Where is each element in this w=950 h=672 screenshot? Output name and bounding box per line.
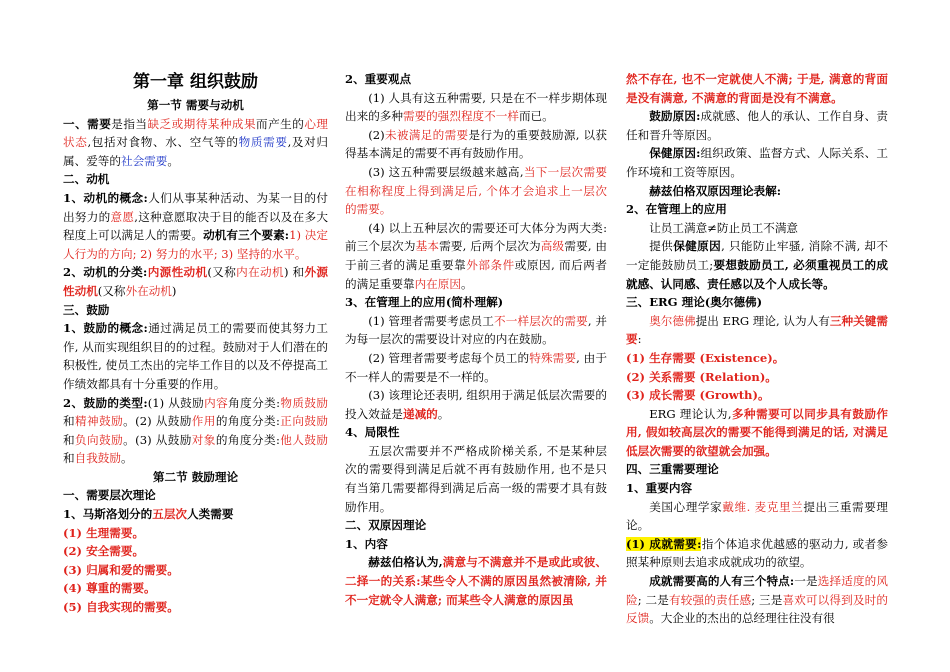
section-2-title: 第二节 鼓励理论 (152, 469, 239, 484)
apply-2: (2) 管理者需要考虑每个员工的特殊需要, 由于不一样人的需要是不一样的。 (345, 350, 607, 384)
section-1-title: 第一节 需要与动机 (147, 98, 244, 112)
need-item: (5) 自我实现的需要。 (63, 600, 179, 615)
satisfaction-inequality: 让员工满意≠防止员工不满意 (649, 220, 799, 235)
views-heading: 2、重要观点 (345, 72, 412, 86)
need-item: (2) 安全需要。 (63, 544, 145, 559)
motivation-types: 2、动机的分类:内源性动机(又称内在动机) 和外源性动机(又称外在动机) (63, 265, 328, 298)
erg-item: (2) 关系需要 (Relation)。 (626, 369, 777, 384)
view-2: (2)未被满足的需要是行为的重要鼓励源, 以获得基本满足的需要不再有鼓励作用。 (345, 127, 607, 161)
need-definition: 一、需要是指当缺乏或期待某种成果而产生的心理状态,包括对食物、水、空气等的物质需要,及对归属、爱等的社会需要。 (63, 116, 329, 168)
hygiene-factors: 保健原因:组织政策、监督方式、人际关系、工作环境和工资等原因。 (626, 146, 888, 179)
motivation-concept: 1、动机的概念:人们从事某种活动、为某一目的付出努力的意愿,这种意愿取决于目的能否以及在多大程度上可以满足人的需要。动机有三个要素:1) 决定人行为的方向; 2) 努力的水平; 3) 坚持的水平。 (63, 190, 328, 261)
need-item: (4) 尊重的需要。 (63, 581, 156, 596)
incentive-types: 2、鼓励的类型:(1) 从鼓励内容角度分类:物质鼓励和精神鼓励。(2) 从鼓励作用的角度分类:正向鼓励和负向鼓励。(3) 从鼓励对象的角度分类:他人鼓励和自我鼓励。 (63, 395, 328, 466)
limit-heading: 4、局限性 (345, 425, 400, 440)
content-heading: 1、内容 (345, 536, 388, 551)
erg-item: (3) 成长需要 (Growth)。 (626, 388, 770, 403)
column-2 (345, 70, 607, 609)
herzberg-text: 赫兹伯格认为,满意与不满意并不是或此或彼、二择一的关系:某些令人不满的原因虽然被清除, 并不一定就令人满意; 而某些令人满意的原因虽 (345, 555, 607, 607)
chapter-title: 第一章 组织鼓励 (133, 72, 258, 92)
need-item: (1) 生理需要。 (63, 525, 145, 540)
achievement-features: 成就需要高的人有三个特点:一是选择适度的风险; 二是有较强的责任感; 三是喜欢可以得到及时的反馈。大企业的杰出的总经理往往没有很 (626, 574, 888, 626)
motivation-heading: 二、动机 (63, 172, 110, 187)
apply2-text: 提供保健原因, 只能防止牢骚, 消除不满, 却不一定能鼓励员工;要想鼓励员工, 必须重视员工的成就感、认同感、责任感以及个人成长等。 (626, 239, 888, 291)
herzberg-continued: 然不存在, 也不一定就使人不满; 于是, 满意的背面是没有满意, 不满意的背面是没有不满意。 (626, 72, 888, 105)
view-4: (4) 以上五种层次的需要还可大体分为两大类: 前三个层次为基本需要, 后两个层次为高级需要, 由于前三者的满足重要靠外部条件或原因, 而后两者的满足重要靠内在原因。 (345, 220, 607, 291)
two-factor-heading: 二、双原因理论 (345, 518, 427, 533)
main-content-heading: 1、重要内容 (626, 481, 693, 496)
apply-heading: 3、在管理上的应用(简朴理解) (345, 295, 504, 310)
incentive-heading: 三、鼓励 (63, 302, 110, 317)
apply-3: (3) 该理论还表明, 组织用于满足低层次需要的投入效益是递减的。 (345, 388, 607, 421)
apply2-heading: 2、在管理上的应用 (626, 202, 727, 217)
view-3: (3) 这五种需要层级越来越高,当下一层次需要在相称程度上得到满足后, 个体才会追求上一层次的需要。 (345, 164, 607, 217)
mcclelland-text: 美国心理学家戴维. 麦克里兰提出三重需要理论。 (626, 499, 888, 533)
need-item: (3) 归属和爱的需要。 (63, 562, 179, 577)
table-title: 赫兹伯格双原因理论表解: (649, 183, 781, 198)
erg-intro: 奥尔德佛提出 ERG 理论, 认为人有三种关键需要: (626, 313, 888, 347)
three-needs-heading: 四、三重需要理论 (626, 462, 719, 477)
achievement-need: (1) 成就需要:指个体追求优越感的驱动力, 或者参照某种原则去追求成就成功的欲望。 (626, 536, 889, 570)
erg-heading: 三、ERG 理论(奥尔德佛) (626, 295, 763, 310)
erg-item: (1) 生存需要 (Existence)。 (626, 350, 785, 365)
maslow-line: 1、马斯洛划分的五层次人类需要 (63, 507, 234, 522)
column-1 (63, 70, 328, 617)
hierarchy-heading: 一、需要层次理论 (63, 488, 156, 503)
motivator-factors: 鼓励原因:成就感、他人的承认、工作自身、责任和晋升等原因。 (626, 109, 888, 142)
view-1: (1) 人具有这五种需要, 只是在不一样步期体现出来的多种需要的强烈程度不一样而已。 (345, 90, 607, 124)
erg-text: ERG 理论认为,多种需要可以同步具有鼓励作用, 假如较高层次的需要不能得到满足的话, 对满足低层次需要的欲望就会加强。 (626, 406, 888, 458)
incentive-concept: 1、鼓励的概念:通过满足员工的需要而使其努力工作, 从而实现组织目的的过程。鼓励对于人们潜在的积极性, 使员工杰出的完毕工作目的以及不停提高工作绩效都具有十分重要的作用。 (63, 321, 328, 391)
limit-text: 五层次需要并不严格成阶梯关系, 不是某种层次的需要得到满足后就不再有鼓励作用, 也不是只有当第几需要都得到满足后高一级的需要才具有鼓励作用。 (345, 443, 607, 514)
apply-1: (1) 管理者需要考虑员工不一样层次的需要, 并为每一层次的需要设计对应的内在鼓励。 (345, 313, 607, 347)
column-3 (626, 70, 888, 628)
